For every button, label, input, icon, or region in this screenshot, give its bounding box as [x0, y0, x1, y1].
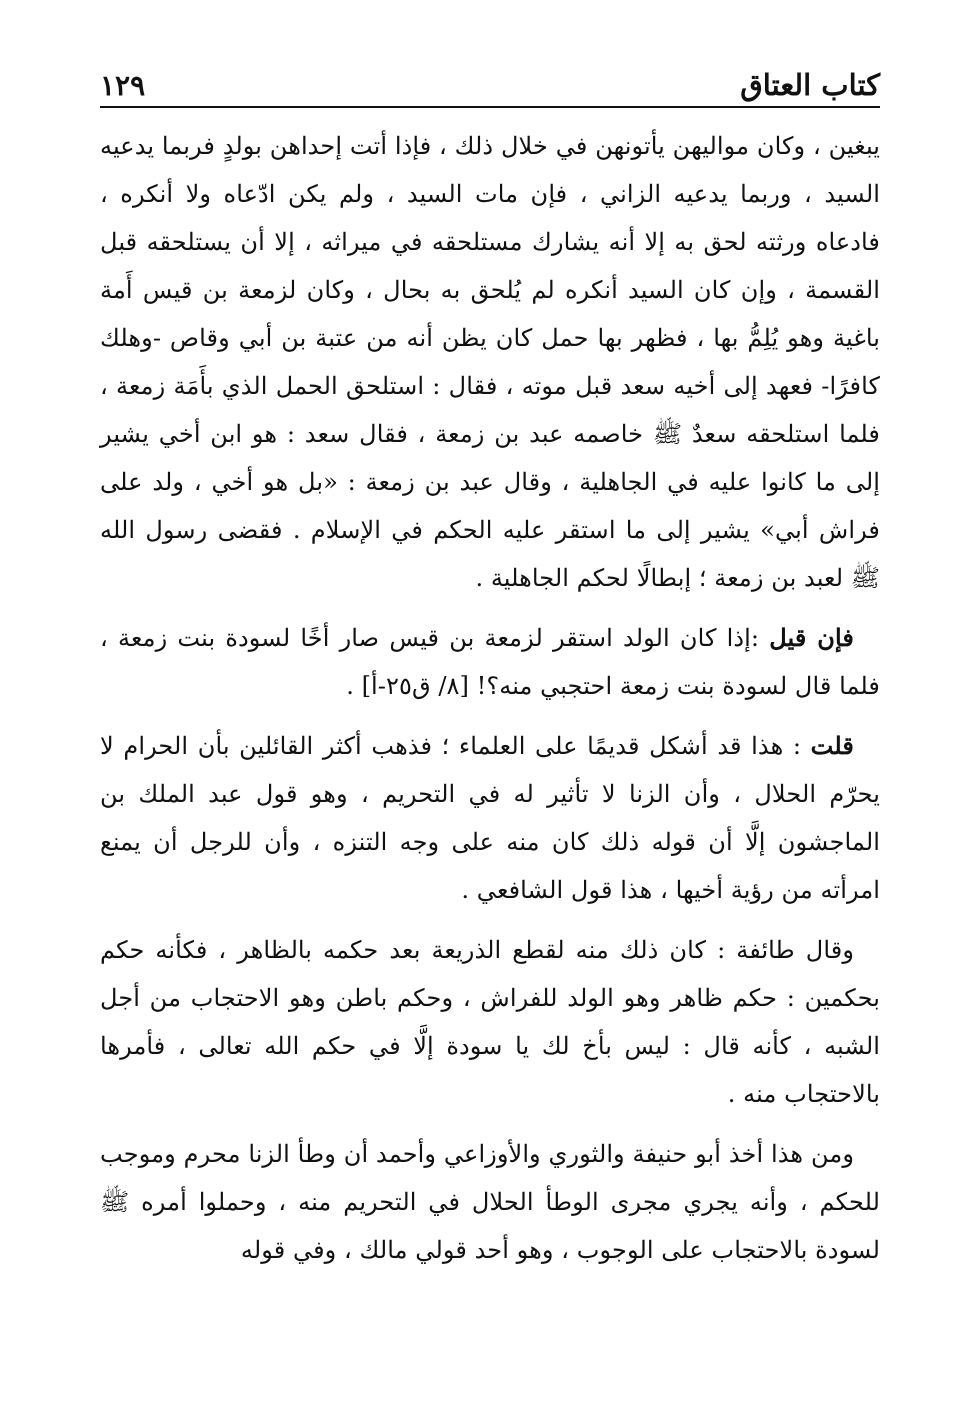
paragraph-text: : هذا قد أشكل قديمًا على العلماء ؛ فذهب أكثر القائلين بأن الحرام لا يحرّم الحلال ، وأن الزنا لا تأثير له في التحريم ، وهو قول عبد الملك بن الماجشون إلَّا أن قوله ذلك كان منه على وجه التنزه ، وأن للرجل أن يمنع امرأته من رؤية أخيها ، هذا قول الشافعي .: [100, 732, 880, 904]
book-page: [100, 60, 880, 1377]
body-text: [100, 122, 880, 1274]
paragraph-3: [100, 722, 880, 914]
paragraph-lead: فإن قيل: [769, 623, 854, 652]
page-number: ١٢٩: [100, 69, 146, 102]
paragraph-text: ومن هذا أخذ أبو حنيفة والثوري والأوزاعي وأحمد أن وطأ الزنا محرم وموجب للحكم ، وأنه يجري مجرى الوطأ الحلال في التحريم منه ، وحملوا أمره ﷺ لسودة بالاحتجاب على الوجوب ، وهو أحد قولي مالك ، وفي قوله: [100, 1140, 880, 1264]
paragraph-text: :إذا كان الولد استقر لزمعة بن قيس صار أخًا لسودة بنت زمعة ، فلما قال لسودة بنت زمعة احتجبي منه؟! [٨/ ق٢٥-أ] .: [100, 624, 880, 700]
paragraph-4: [100, 926, 880, 1118]
paragraph-5: [100, 1130, 880, 1274]
paragraph-text: يبغين ، وكان مواليهن يأتونهن في خلال ذلك ، فإذا أتت إحداهن بولدٍ فربما يدعيه السيد ، وربما يدعيه الزاني ، فإن مات السيد ، ولم يكن ادّعاه ولا أنكره ، فادعاه ورثته لحق به إلا أنه يشارك مستلحقه في ميراثه ، إلا أن يستلحقه قبل القسمة ، وإن كان السيد أنكره لم يُلحق به بحال ، وكان لزمعة بن قيس أَمة باغية وهو يُلِمُّ بها ، فظهر بها حمل كان يظن أنه من عتبة بن أبي وقاص -وهلك كافرًا- فعهد إلى أخيه سعد قبل موته ، فقال : استلحق الحمل الذي بأَمَة زمعة ، فلما استلحقه سعدٌ ﷺ خاصمه عبد بن زمعة ، فقال سعد : هو ابن أخي يشير إلى ما كانوا عليه في الجاهلية ، وقال عبد بن زمعة : «بل هو أخي ، ولد على فراش أبي» يشير إلى ما استقر عليه الحكم في الإسلام . فقضى رسول الله ﷺ لعبد بن زمعة ؛ إبطالًا لحكم الجاهلية .: [100, 132, 880, 592]
paragraph-2: [100, 614, 880, 710]
chapter-title: كتاب العتاق: [740, 68, 880, 102]
paragraph-text: وقال طائفة : كان ذلك منه لقطع الذريعة بعد حكمه بالظاهر ، فكأنه حكم بحكمين : حكم ظاهر وهو الولد للفراش ، وحكم باطن وهو الاحتجاب من أجل الشبه ، كأنه قال : ليس بأخ لك يا سودة إلَّا في حكم الله تعالى ، فأمرها بالاحتجاب منه .: [100, 936, 880, 1108]
page-header: [100, 60, 880, 108]
paragraph-lead: قلت: [810, 731, 854, 760]
paragraph-1: [100, 122, 880, 602]
